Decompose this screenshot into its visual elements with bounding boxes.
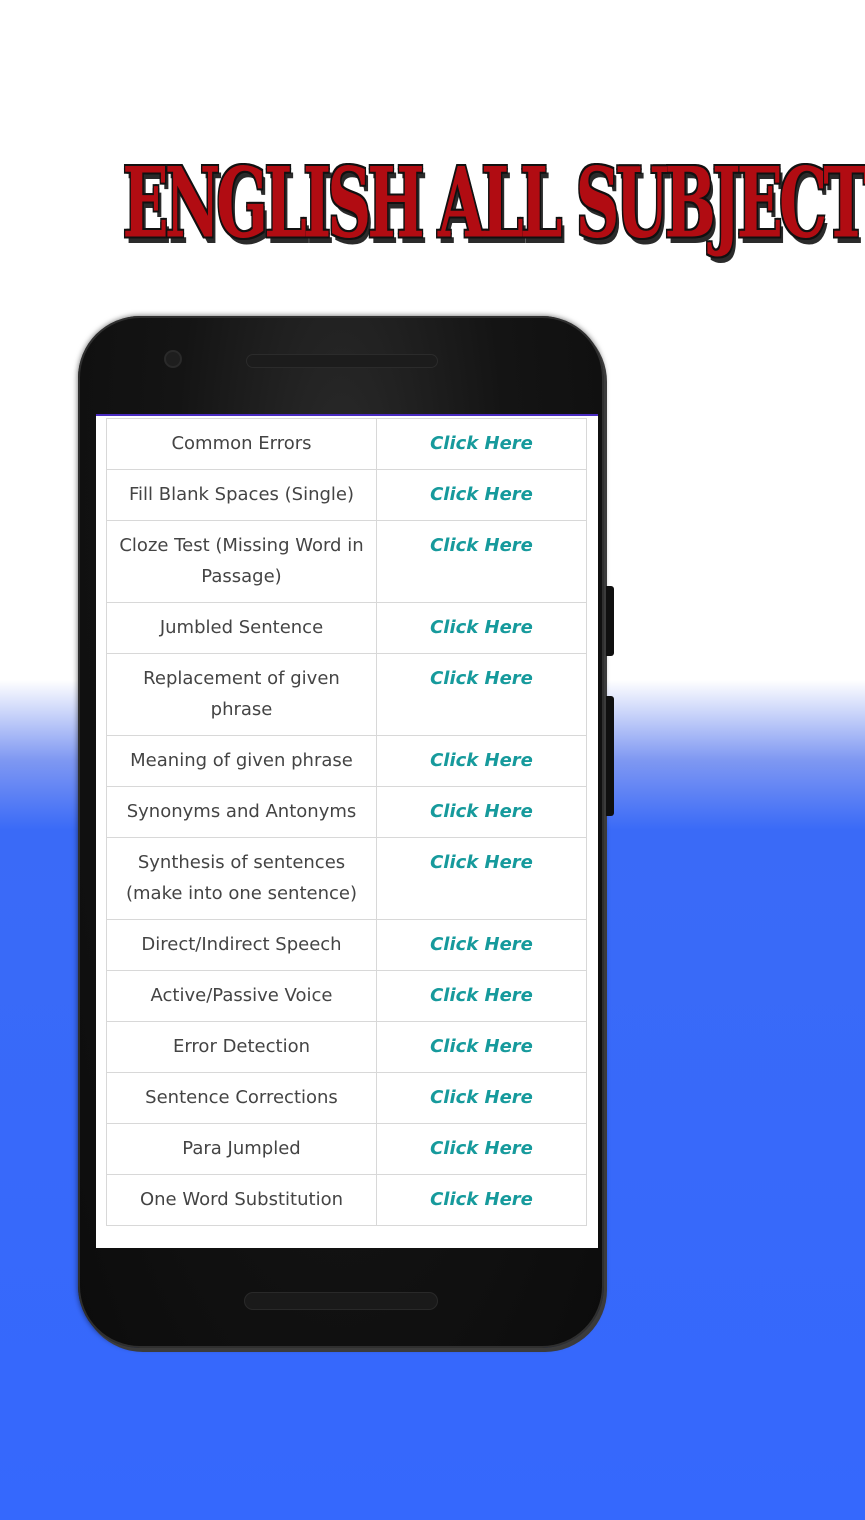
click-here-link[interactable]: Click Here	[430, 934, 533, 955]
topic-cell: Jumbled Sentence	[107, 603, 377, 654]
topic-cell: Meaning of given phrase	[107, 736, 377, 787]
power-button	[606, 696, 614, 816]
click-here-link[interactable]: Click Here	[430, 535, 533, 556]
topic-cell: Direct/Indirect Speech	[107, 920, 377, 971]
table-row	[107, 1073, 587, 1124]
click-here-link[interactable]: Click Here	[430, 1189, 533, 1210]
click-here-link[interactable]: Click Here	[430, 484, 533, 505]
table-row	[107, 1124, 587, 1175]
table-row	[107, 521, 587, 603]
topic-cell: Replacement of given phrase	[107, 654, 377, 736]
phone-screen[interactable]	[96, 414, 598, 1248]
table-row	[107, 419, 587, 470]
click-here-link[interactable]: Click Here	[430, 1138, 533, 1159]
topic-cell: Para Jumpled	[107, 1124, 377, 1175]
table-row	[107, 736, 587, 787]
click-here-link[interactable]: Click Here	[430, 852, 533, 873]
topic-cell: Synonyms and Antonyms	[107, 787, 377, 838]
earpiece-speaker	[246, 354, 438, 368]
table-row	[107, 787, 587, 838]
click-here-link[interactable]: Click Here	[430, 433, 533, 454]
click-here-link[interactable]: Click Here	[430, 801, 533, 822]
click-here-link[interactable]: Click Here	[430, 750, 533, 771]
table-row	[107, 470, 587, 521]
table-row	[107, 838, 587, 920]
table-row	[107, 654, 587, 736]
table-row	[107, 1022, 587, 1073]
front-camera	[166, 352, 180, 366]
click-here-link[interactable]: Click Here	[430, 668, 533, 689]
topic-cell: Error Detection	[107, 1022, 377, 1073]
topics-table	[106, 418, 587, 1226]
click-here-link[interactable]: Click Here	[430, 985, 533, 1006]
topic-cell: One Word Substitution	[107, 1175, 377, 1226]
table-row	[107, 971, 587, 1022]
click-here-link[interactable]: Click Here	[430, 1087, 533, 1108]
topic-cell: Fill Blank Spaces (Single)	[107, 470, 377, 521]
volume-button	[606, 586, 614, 656]
table-row	[107, 603, 587, 654]
topic-cell: Common Errors	[107, 419, 377, 470]
bottom-speaker	[244, 1292, 438, 1310]
app-title: ENGLISH ALL SUBJECT	[122, 146, 865, 260]
click-here-link[interactable]: Click Here	[430, 617, 533, 638]
topic-cell: Active/Passive Voice	[107, 971, 377, 1022]
click-here-link[interactable]: Click Here	[430, 1036, 533, 1057]
topic-cell: Cloze Test (Missing Word in Passage)	[107, 521, 377, 603]
table-row	[107, 920, 587, 971]
topic-cell: Sentence Corrections	[107, 1073, 377, 1124]
topic-cell: Synthesis of sentences (make into one sentence)	[107, 838, 377, 920]
table-row	[107, 1175, 587, 1226]
